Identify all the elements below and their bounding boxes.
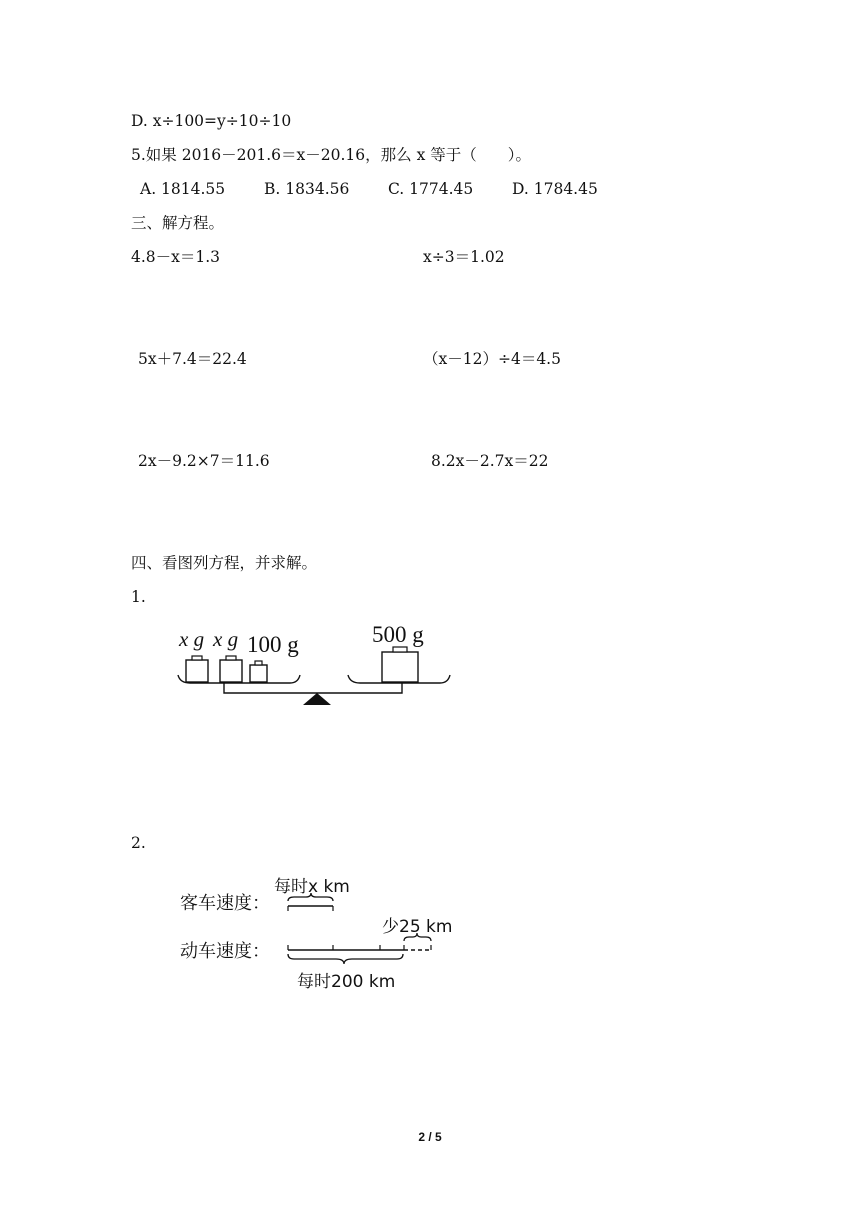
- figure-2-number: 2.: [131, 834, 146, 852]
- q5-option-c: C. 1774.45: [388, 180, 474, 198]
- equation-6: 8.2x－2.7x＝22: [431, 452, 549, 470]
- equation-3: 5x＋7.4＝22.4: [138, 350, 247, 368]
- bus-speed-label: 客车速度：: [180, 893, 270, 914]
- section-3-heading: 三、解方程。: [131, 214, 225, 232]
- label-x-g-1: x g: [179, 627, 205, 651]
- figure-1-number: 1.: [131, 588, 146, 606]
- equation-2: x÷3＝1.02: [423, 248, 505, 266]
- q5-option-b: B. 1834.56: [264, 180, 350, 198]
- train-ticks: [288, 945, 431, 950]
- label-100g: 100 g: [247, 632, 299, 657]
- train-total-label: 每时200 km: [297, 972, 396, 992]
- page-number: 2 / 5: [418, 1130, 442, 1144]
- train-speed-label: 动车速度：: [180, 941, 270, 962]
- q5-option-a: A. 1814.55: [140, 180, 226, 198]
- equation-1: 4.8－x＝1.3: [131, 248, 221, 266]
- q4-option-d: D. x÷100=y÷10÷10: [131, 112, 292, 130]
- q5-option-d: D. 1784.45: [512, 180, 598, 198]
- label-500g: 500 g: [372, 622, 424, 647]
- section-4-heading: 四、看图列方程，并求解。: [131, 554, 318, 572]
- label-x-g-2: x g: [213, 627, 239, 651]
- equation-5: 2x－9.2×7＝11.6: [138, 452, 270, 470]
- equation-4: （x－12）÷4＝4.5: [423, 350, 561, 368]
- question-5: 5.如果 2016－201.6＝x－20.16，那么 x 等于（ ）。: [131, 146, 531, 164]
- bus-speed-value: 每时x km: [274, 877, 350, 897]
- less-label: 少25 km: [382, 917, 453, 937]
- train-brace: [288, 954, 403, 964]
